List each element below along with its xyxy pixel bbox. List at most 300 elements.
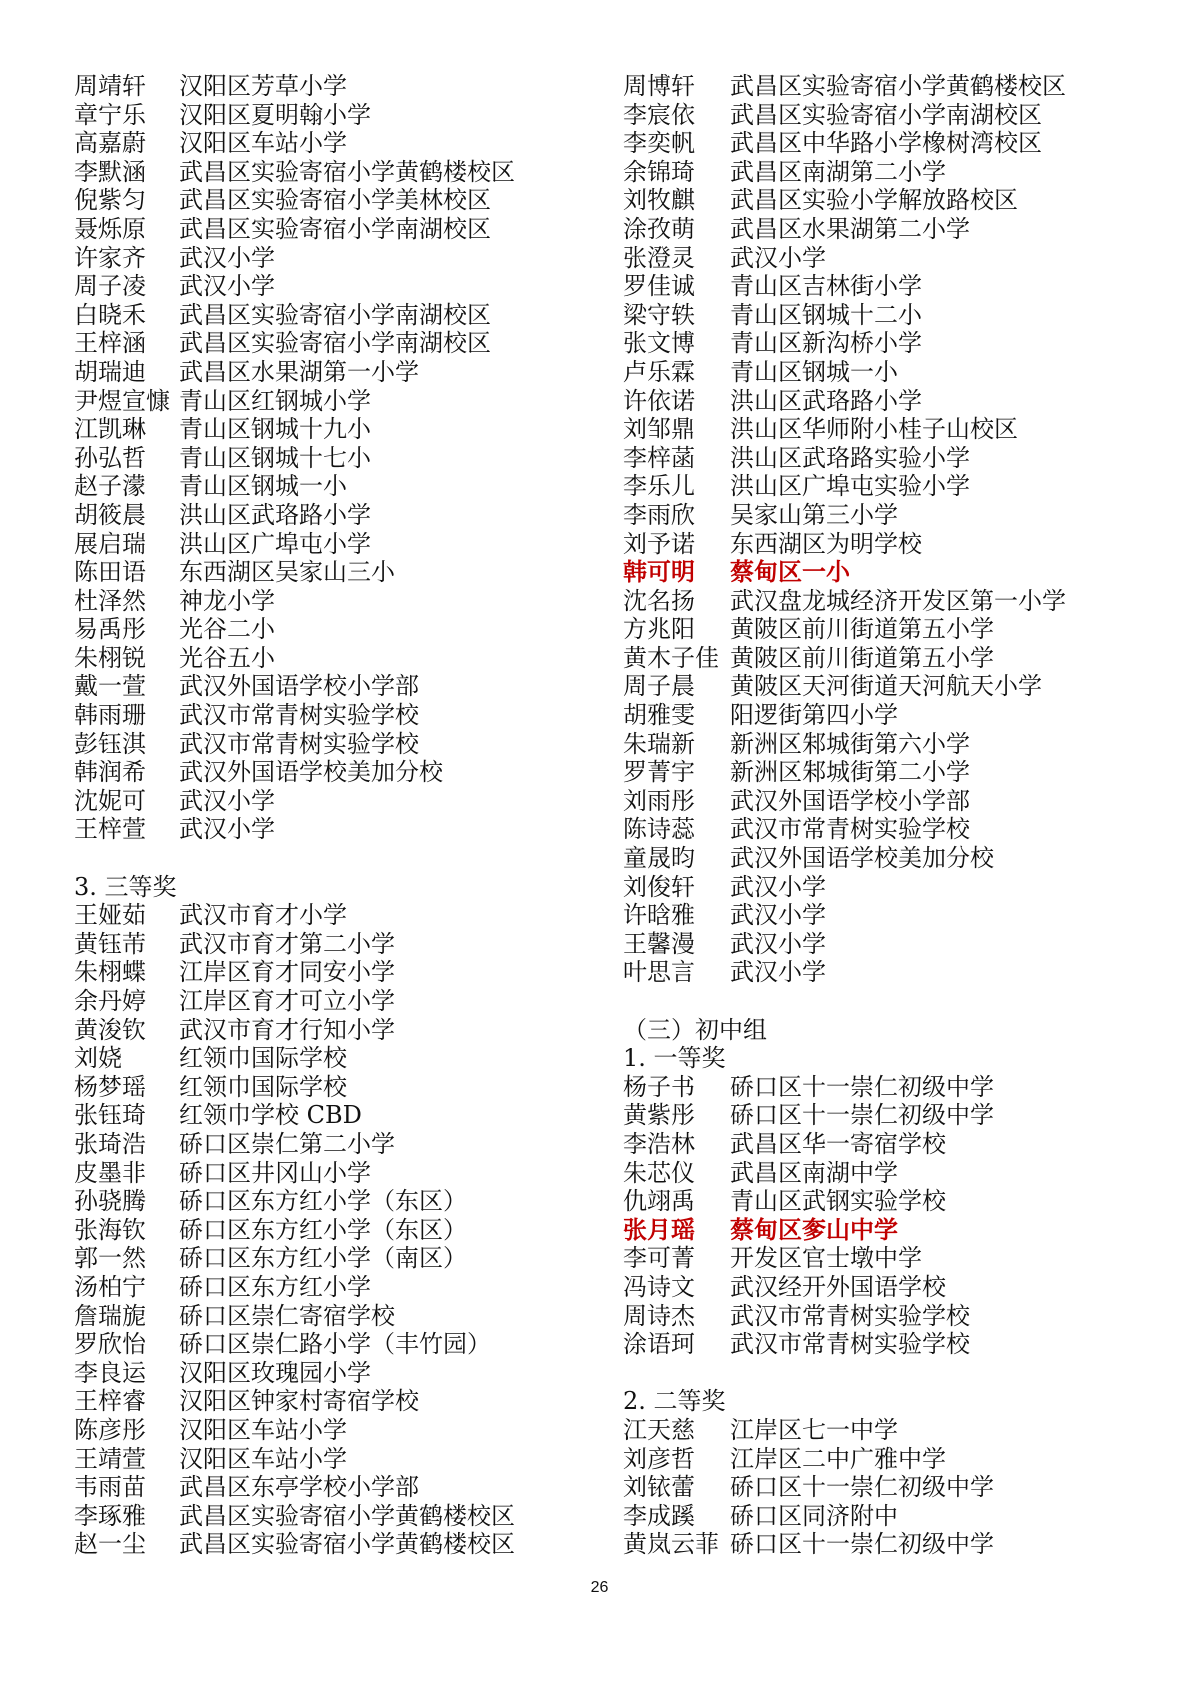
- school-name: 武昌区水果湖第二小学: [730, 214, 970, 243]
- award-entry-row: [74, 1244, 609, 1273]
- school-name: 东西湖区为明学校: [730, 529, 922, 558]
- award-entry-row: [623, 1416, 1183, 1445]
- student-name: 展启瑞: [74, 529, 146, 558]
- school-name: 武汉小学: [730, 929, 826, 958]
- award-entry-row: [623, 930, 1183, 959]
- award-entry-row: [623, 1216, 1183, 1245]
- award-entry-row: [623, 444, 1183, 473]
- school-name: 青山区红钢城小学: [179, 386, 371, 415]
- award-entry-row: [74, 644, 609, 673]
- school-name: 黄陂区前川街道第五小学: [730, 615, 994, 644]
- school-name: 江岸区育才同安小学: [179, 958, 395, 987]
- student-name: 卢乐霖: [623, 357, 695, 386]
- student-name: 王馨漫: [623, 929, 695, 958]
- award-entry-row: [74, 587, 609, 616]
- award-entry-row: [623, 244, 1183, 273]
- award-entry-row: [623, 1187, 1183, 1216]
- award-entry-row: [623, 1502, 1183, 1531]
- award-entry-row: [623, 186, 1183, 215]
- school-name: 青山区武钢实验学校: [730, 1187, 946, 1216]
- award-entry-row: [74, 930, 609, 959]
- student-name: 戴一萱: [74, 672, 146, 701]
- award-entry-row: [623, 101, 1183, 130]
- student-name: 陈田语: [74, 558, 146, 587]
- school-name: 青山区新沟桥小学: [730, 329, 922, 358]
- award-entry-row: [74, 1273, 609, 1302]
- school-name: 武汉外国语学校小学部: [730, 786, 970, 815]
- student-name: 黄钰芾: [74, 929, 146, 958]
- student-name: 高嘉蔚: [74, 129, 146, 158]
- award-entry-row: [74, 1387, 609, 1416]
- award-entry-row: [74, 901, 609, 930]
- student-name: 刘予诺: [623, 529, 695, 558]
- student-name: 刘娆: [74, 1044, 122, 1073]
- student-name: 孙弘哲: [74, 443, 146, 472]
- school-name: 神龙小学: [179, 586, 275, 615]
- award-entry-row: [623, 1244, 1183, 1273]
- section-heading: 3. 三等奖: [74, 872, 177, 901]
- section-heading: 1. 一等奖: [623, 1044, 726, 1073]
- school-name: 武汉市育才第二小学: [179, 929, 395, 958]
- school-name: 青山区钢城一小: [179, 472, 347, 501]
- award-entry-row: [74, 358, 609, 387]
- school-name: 汉阳区芳草小学: [179, 72, 347, 100]
- student-name: 汤柏宁: [74, 1272, 146, 1301]
- section-heading-row: [74, 873, 609, 902]
- school-name: 洪山区武珞路小学: [730, 386, 922, 415]
- award-entry-row: [74, 1130, 609, 1159]
- student-name: 李梓菡: [623, 443, 695, 472]
- award-entry-row: [623, 472, 1183, 501]
- school-name: 青山区钢城十九小: [179, 415, 371, 444]
- student-name: 黄木子佳: [623, 643, 719, 672]
- award-entry-row: [623, 958, 1183, 987]
- left-award-column: [74, 72, 609, 1559]
- award-entry-row: [623, 1473, 1183, 1502]
- student-name: 江天慈: [623, 1415, 695, 1444]
- school-name: 武昌区实验寄宿小学南湖校区: [730, 100, 1042, 129]
- student-name: 易禹彤: [74, 615, 146, 644]
- section-heading-row: [623, 1016, 1183, 1045]
- school-name: 硚口区十一崇仁初级中学: [730, 1530, 994, 1559]
- student-name: 罗欣怡: [74, 1330, 146, 1359]
- student-name: 余锦琦: [623, 157, 695, 186]
- student-name: 章宁乐: [74, 100, 146, 129]
- school-name: 武昌区东亭学校小学部: [179, 1473, 419, 1502]
- award-entry-row: [74, 1159, 609, 1188]
- student-name: 杜泽然: [74, 586, 146, 615]
- school-name: 武昌区南湖中学: [730, 1158, 898, 1187]
- student-name: 李成蹊: [623, 1501, 695, 1530]
- school-name: 武汉小学: [179, 243, 275, 272]
- award-entry-row: [623, 1130, 1183, 1159]
- student-name: 沈妮可: [74, 786, 146, 815]
- student-name: 李乐儿: [623, 472, 695, 501]
- school-name: 武昌区实验寄宿小学南湖校区: [179, 300, 491, 329]
- student-name: 王娅茹: [74, 901, 146, 930]
- school-name: 阳逻街第四小学: [730, 701, 898, 730]
- school-name: 武汉市常青树实验学校: [179, 701, 419, 730]
- student-name: 李良运: [74, 1358, 146, 1387]
- award-entry-row: [623, 587, 1183, 616]
- award-entry-row: [623, 1530, 1183, 1559]
- student-name: 梁守轶: [623, 300, 695, 329]
- school-name: 武汉小学: [179, 786, 275, 815]
- student-name: 杨梦瑶: [74, 1072, 146, 1101]
- award-entry-row: [623, 730, 1183, 759]
- student-name: 朱瑞新: [623, 729, 695, 758]
- school-name: 武汉小学: [179, 272, 275, 301]
- award-entry-row: [623, 272, 1183, 301]
- student-name: 刘邹鼎: [623, 415, 695, 444]
- school-name: 硚口区十一崇仁初级中学: [730, 1473, 994, 1502]
- student-name: 许依诺: [623, 386, 695, 415]
- school-name: 武汉外国语学校美加分校: [179, 758, 443, 787]
- student-name: 孙骁腾: [74, 1187, 146, 1216]
- award-entry-row: [74, 444, 609, 473]
- student-name: 王靖萱: [74, 1444, 146, 1473]
- award-entry-row: [74, 415, 609, 444]
- school-name: 开发区官士墩中学: [730, 1244, 922, 1273]
- award-entry-row: [74, 1073, 609, 1102]
- student-name: 涂语珂: [623, 1330, 695, 1359]
- award-entry-row: [623, 1273, 1183, 1302]
- school-name: 武昌区水果湖第一小学: [179, 357, 419, 386]
- student-name: 李琢雅: [74, 1501, 146, 1530]
- award-entry-row: [74, 1044, 609, 1073]
- award-entry-row: [623, 672, 1183, 701]
- school-name: 汉阳区车站小学: [179, 129, 347, 158]
- award-entry-row: [623, 873, 1183, 902]
- award-entry-row: [623, 644, 1183, 673]
- award-entry-row: [74, 530, 609, 559]
- school-name: 武汉外国语学校小学部: [179, 672, 419, 701]
- student-name: 李可菁: [623, 1244, 695, 1273]
- award-entry-row: [623, 758, 1183, 787]
- student-name: 赵一尘: [74, 1530, 146, 1559]
- school-name: 江岸区育才可立小学: [179, 987, 395, 1015]
- student-name: 詹瑞旎: [74, 1301, 146, 1330]
- school-name: 武昌区华一寄宿学校: [730, 1129, 946, 1158]
- award-entry-row: [623, 358, 1183, 387]
- right-award-column: [623, 72, 1183, 1559]
- school-name: 硚口区井冈山小学: [179, 1158, 371, 1187]
- school-name: 洪山区广埠屯实验小学: [730, 472, 970, 501]
- award-entry-row: [623, 329, 1183, 358]
- school-name: 武昌区实验寄宿小学南湖校区: [179, 214, 491, 243]
- student-name: 童晟昀: [623, 844, 695, 873]
- blank-line: [623, 987, 1183, 1016]
- school-name: 武昌区实验小学解放路校区: [730, 186, 1018, 215]
- award-entry-row: [74, 730, 609, 759]
- award-entry-row: [74, 186, 609, 215]
- student-name: 陈诗蕊: [623, 815, 695, 844]
- award-entry-row: [74, 1359, 609, 1388]
- award-entry-row: [623, 501, 1183, 530]
- student-name: 李浩林: [623, 1129, 695, 1158]
- award-entry-row: [74, 1187, 609, 1216]
- student-name: 刘铱蕾: [623, 1473, 695, 1502]
- award-entry-row: [74, 987, 609, 1016]
- school-name: 黄陂区天河街道天河航天小学: [730, 672, 1042, 701]
- student-name: 王梓涵: [74, 329, 146, 358]
- student-name: 朱栩蝶: [74, 958, 146, 987]
- student-name: 皮墨非: [74, 1158, 146, 1187]
- student-name: 许家齐: [74, 243, 146, 272]
- award-entry-row: [74, 701, 609, 730]
- award-entry-row: [623, 1445, 1183, 1474]
- award-entry-row: [623, 1073, 1183, 1102]
- page-number: 26: [590, 1579, 609, 1596]
- award-entry-row: [74, 215, 609, 244]
- school-name: 红领巾国际学校: [179, 1072, 347, 1101]
- school-name: 汉阳区夏明翰小学: [179, 100, 371, 129]
- school-name: 武汉小学: [179, 815, 275, 844]
- student-name: 彭钰淇: [74, 729, 146, 758]
- school-name: 武汉经开外国语学校: [730, 1272, 946, 1301]
- school-name: 汉阳区车站小学: [179, 1444, 347, 1473]
- school-name: 武昌区实验寄宿小学南湖校区: [179, 329, 491, 358]
- student-name: 冯诗文: [623, 1272, 695, 1301]
- award-entry-row: [623, 615, 1183, 644]
- award-entry-row: [74, 72, 609, 101]
- student-name: 沈名扬: [623, 586, 695, 615]
- award-entry-row: [74, 329, 609, 358]
- award-entry-row: [74, 472, 609, 501]
- school-name: 蔡甸区一小: [730, 557, 850, 587]
- student-name: 李奕帆: [623, 129, 695, 158]
- student-name: 罗佳诚: [623, 272, 695, 301]
- award-entry-row: [623, 901, 1183, 930]
- school-name: 武昌区中华路小学橡树湾校区: [730, 129, 1042, 158]
- award-entry-row: [623, 129, 1183, 158]
- award-entry-row: [74, 558, 609, 587]
- award-entry-row: [74, 129, 609, 158]
- award-entry-row: [623, 844, 1183, 873]
- school-name: 硚口区同济附中: [730, 1501, 898, 1530]
- school-name: 硚口区东方红小学（东区）: [179, 1215, 467, 1244]
- award-entry-row: [623, 701, 1183, 730]
- student-name: 江凯琳: [74, 415, 146, 444]
- school-name: 洪山区广埠屯小学: [179, 529, 371, 558]
- award-entry-row: [623, 1330, 1183, 1359]
- award-entry-row: [74, 815, 609, 844]
- award-entry-row: [623, 158, 1183, 187]
- student-name: 涂孜萌: [623, 214, 695, 243]
- student-name: 周靖轩: [74, 72, 146, 100]
- student-name: 韦雨苗: [74, 1473, 146, 1502]
- school-name: 硚口区东方红小学: [179, 1272, 371, 1301]
- student-name: 周诗杰: [623, 1301, 695, 1330]
- award-entry-row: [623, 415, 1183, 444]
- student-name: 周子凌: [74, 272, 146, 301]
- student-name: 聂烁原: [74, 214, 146, 243]
- student-name: 王梓萱: [74, 815, 146, 844]
- school-name: 武昌区实验寄宿小学黄鹤楼校区: [179, 1501, 515, 1530]
- student-name: 周博轩: [623, 72, 695, 100]
- student-name: 胡筱晨: [74, 500, 146, 529]
- student-name: 赵子濛: [74, 472, 146, 501]
- section-heading: （三）初中组: [623, 1015, 767, 1044]
- award-entry-row: [74, 1473, 609, 1502]
- student-name: 叶思言: [623, 958, 695, 987]
- school-name: 武汉外国语学校美加分校: [730, 844, 994, 873]
- student-name: 黄紫彤: [623, 1101, 695, 1130]
- school-name: 吴家山第三小学: [730, 500, 898, 529]
- school-name: 武汉市常青树实验学校: [730, 1330, 970, 1359]
- school-name: 新洲区邾城街第二小学: [730, 758, 970, 787]
- school-name: 青山区钢城十七小: [179, 443, 371, 472]
- school-name: 洪山区武珞路实验小学: [730, 443, 970, 472]
- school-name: 武汉盘龙城经济开发区第一小学: [730, 586, 1066, 615]
- school-name: 武汉小学: [730, 243, 826, 272]
- school-name: 硚口区东方红小学（东区）: [179, 1187, 467, 1216]
- student-name: 朱栩锐: [74, 643, 146, 672]
- student-name: 方兆阳: [623, 615, 695, 644]
- award-entry-row: [74, 1445, 609, 1474]
- student-name: 陈彦彤: [74, 1415, 146, 1444]
- student-name: 杨子书: [623, 1072, 695, 1101]
- school-name: 武汉小学: [730, 958, 826, 987]
- award-entry-row: [623, 558, 1183, 587]
- student-name: 余丹婷: [74, 987, 146, 1015]
- school-name: 硚口区十一崇仁初级中学: [730, 1101, 994, 1130]
- award-entry-row: [74, 1016, 609, 1045]
- school-name: 硚口区崇仁第二小学: [179, 1129, 395, 1158]
- school-name: 新洲区邾城街第六小学: [730, 729, 970, 758]
- award-entry-row: [623, 815, 1183, 844]
- student-name: 韩润希: [74, 758, 146, 787]
- award-entry-row: [74, 501, 609, 530]
- school-name: 武汉小学: [730, 872, 826, 901]
- student-name: 朱芯仪: [623, 1158, 695, 1187]
- school-name: 洪山区华师附小桂子山校区: [730, 415, 1018, 444]
- student-name: 李默涵: [74, 157, 146, 186]
- school-name: 红领巾国际学校: [179, 1044, 347, 1073]
- school-name: 武汉市育才行知小学: [179, 1015, 395, 1044]
- student-name: 黄浚钦: [74, 1015, 146, 1044]
- school-name: 硚口区十一崇仁初级中学: [730, 1072, 994, 1101]
- section-heading-row: [623, 1044, 1183, 1073]
- section-heading: 2. 二等奖: [623, 1387, 726, 1416]
- school-name: 青山区钢城一小: [730, 357, 898, 386]
- student-name: 仇翊禹: [623, 1187, 695, 1216]
- student-name: 韩雨珊: [74, 701, 146, 730]
- award-entry-row: [74, 615, 609, 644]
- school-name: 黄陂区前川街道第五小学: [730, 643, 994, 672]
- school-name: 硚口区东方红小学（南区）: [179, 1244, 467, 1273]
- school-name: 汉阳区车站小学: [179, 1415, 347, 1444]
- school-name: 武昌区实验寄宿小学黄鹤楼校区: [179, 157, 515, 186]
- school-name: 武汉市常青树实验学校: [730, 815, 970, 844]
- student-name: 刘牧麒: [623, 186, 695, 215]
- section-heading-row: [623, 1387, 1183, 1416]
- student-name: 罗菁宇: [623, 758, 695, 787]
- school-name: 红领巾学校 CBD: [179, 1101, 362, 1130]
- student-name: 尹煜宣慷: [74, 386, 170, 415]
- award-entry-row: [74, 244, 609, 273]
- student-name: 倪紫匀: [74, 186, 146, 215]
- student-name: 刘雨彤: [623, 786, 695, 815]
- student-name: 张海钦: [74, 1215, 146, 1244]
- award-entry-row: [74, 158, 609, 187]
- school-name: 武汉小学: [730, 901, 826, 930]
- award-entry-row: [74, 1502, 609, 1531]
- school-name: 硚口区崇仁寄宿学校: [179, 1301, 395, 1330]
- school-name: 江岸区七一中学: [730, 1415, 898, 1444]
- school-name: 武汉市育才小学: [179, 901, 347, 930]
- student-name: 韩可明: [623, 557, 695, 587]
- school-name: 汉阳区玫瑰园小学: [179, 1358, 371, 1387]
- award-entry-row: [623, 1159, 1183, 1188]
- award-entry-row: [74, 672, 609, 701]
- award-entry-row: [74, 1530, 609, 1559]
- school-name: 青山区钢城十二小: [730, 300, 922, 329]
- award-entry-row: [623, 72, 1183, 101]
- student-name: 胡雅雯: [623, 701, 695, 730]
- student-name: 李雨欣: [623, 500, 695, 529]
- award-entry-row: [74, 387, 609, 416]
- award-entry-row: [623, 530, 1183, 559]
- blank-line: [74, 844, 609, 873]
- award-entry-row: [623, 215, 1183, 244]
- school-name: 青山区吉林街小学: [730, 272, 922, 301]
- student-name: 刘俊轩: [623, 872, 695, 901]
- award-entry-row: [74, 1416, 609, 1445]
- student-name: 黄岚云菲: [623, 1530, 719, 1559]
- award-entry-row: [623, 787, 1183, 816]
- award-entry-row: [74, 1330, 609, 1359]
- award-entry-row: [623, 301, 1183, 330]
- school-name: 洪山区武珞路小学: [179, 500, 371, 529]
- school-name: 汉阳区钟家村寄宿学校: [179, 1387, 419, 1416]
- award-entry-row: [74, 1216, 609, 1245]
- school-name: 武昌区南湖第二小学: [730, 157, 946, 186]
- school-name: 光谷二小: [179, 615, 275, 644]
- student-name: 刘彦哲: [623, 1444, 695, 1473]
- award-entry-row: [74, 787, 609, 816]
- student-name: 李宸依: [623, 100, 695, 129]
- award-entry-row: [623, 1302, 1183, 1331]
- award-entry-row: [74, 958, 609, 987]
- award-entry-row: [623, 1101, 1183, 1130]
- student-name: 许晗雅: [623, 901, 695, 930]
- school-name: 武昌区实验寄宿小学美林校区: [179, 186, 491, 215]
- blank-line: [623, 1359, 1183, 1388]
- school-name: 蔡甸区奓山中学: [730, 1214, 898, 1244]
- school-name: 硚口区崇仁路小学（丰竹园）: [179, 1330, 491, 1359]
- student-name: 周子晨: [623, 672, 695, 701]
- school-name: 武昌区实验寄宿小学黄鹤楼校区: [730, 72, 1066, 100]
- student-name: 张琦浩: [74, 1129, 146, 1158]
- award-entry-row: [74, 301, 609, 330]
- student-name: 张月瑶: [623, 1214, 695, 1244]
- student-name: 白晓禾: [74, 300, 146, 329]
- award-entry-row: [74, 1101, 609, 1130]
- award-entry-row: [74, 272, 609, 301]
- student-name: 胡瑞迪: [74, 357, 146, 386]
- school-name: 江岸区二中广雅中学: [730, 1444, 946, 1473]
- student-name: 张钰琦: [74, 1101, 146, 1130]
- award-entry-row: [74, 101, 609, 130]
- award-entry-row: [74, 758, 609, 787]
- school-name: 光谷五小: [179, 643, 275, 672]
- student-name: 郭一然: [74, 1244, 146, 1273]
- school-name: 武汉市常青树实验学校: [179, 729, 419, 758]
- award-entry-row: [74, 1302, 609, 1331]
- school-name: 武昌区实验寄宿小学黄鹤楼校区: [179, 1530, 515, 1559]
- school-name: 东西湖区吴家山三小: [179, 558, 395, 587]
